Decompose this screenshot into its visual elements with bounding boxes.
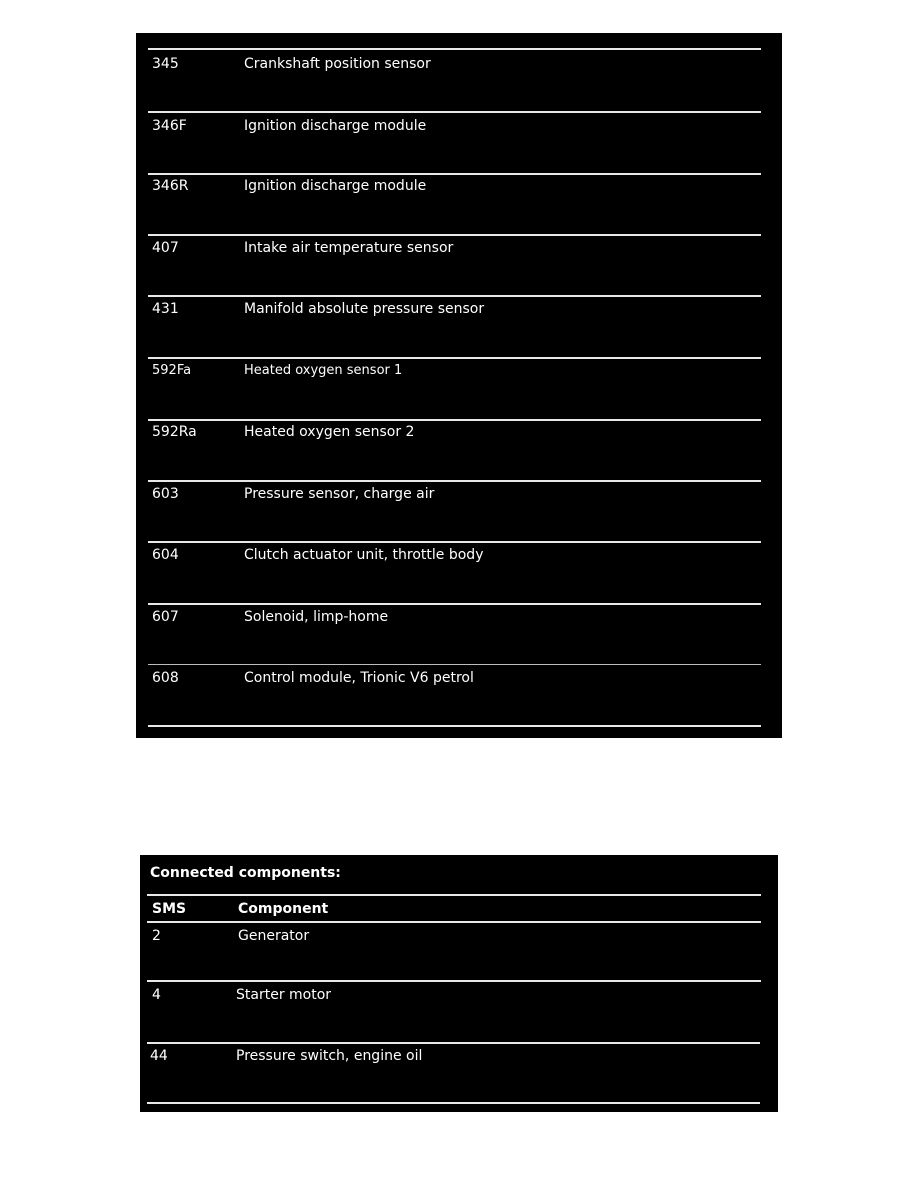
divider — [147, 921, 761, 923]
divider — [148, 419, 761, 421]
sms-cell: 407 — [152, 240, 179, 256]
component-cell: Clutch actuator unit, throttle body — [244, 547, 484, 563]
sms-cell: 592Fa — [152, 363, 192, 378]
divider — [147, 894, 761, 896]
divider — [148, 234, 761, 236]
divider — [148, 541, 761, 543]
divider — [147, 1042, 760, 1044]
sms-cell: 431 — [152, 301, 179, 317]
sms-cell: 346R — [152, 178, 189, 194]
sms-cell: 346F — [152, 118, 187, 134]
sms-cell: 608 — [152, 670, 179, 686]
sms-cell: 345 — [152, 56, 179, 72]
divider — [147, 980, 761, 982]
connected-components-table — [140, 855, 778, 1112]
component-cell: Manifold absolute pressure sensor — [244, 301, 485, 317]
component-cell: Ignition discharge module — [244, 118, 427, 134]
sms-cell: 603 — [152, 486, 179, 502]
component-cell: Ignition discharge module — [244, 178, 427, 194]
divider — [148, 664, 761, 665]
component-cell: Generator — [238, 928, 310, 944]
header-sms: SMS — [152, 901, 187, 917]
divider — [148, 173, 761, 175]
divider — [147, 1102, 760, 1104]
sms-cell: 607 — [152, 609, 179, 625]
component-cell: Intake air temperature sensor — [244, 240, 454, 256]
components-table-continued — [136, 33, 782, 738]
divider — [148, 603, 761, 605]
divider — [148, 111, 761, 113]
divider — [148, 725, 761, 727]
component-cell: Pressure sensor, charge air — [244, 486, 435, 502]
divider — [148, 295, 761, 297]
divider — [148, 480, 761, 482]
component-cell: Heated oxygen sensor 2 — [244, 424, 415, 440]
sms-cell: 604 — [152, 547, 179, 563]
component-cell: Pressure switch, engine oil — [236, 1048, 423, 1064]
component-cell: Starter motor — [236, 987, 332, 1003]
table-title: Connected components: — [150, 865, 341, 881]
header-component: Component — [238, 901, 329, 917]
sms-cell: 44 — [150, 1048, 168, 1064]
divider — [148, 48, 761, 50]
component-cell: Crankshaft position sensor — [244, 56, 431, 72]
sms-cell: 2 — [152, 928, 161, 944]
sms-cell: 592Ra — [152, 424, 197, 440]
component-cell: Heated oxygen sensor 1 — [244, 363, 403, 378]
sms-cell: 4 — [152, 987, 161, 1003]
component-cell: Control module, Trionic V6 petrol — [244, 670, 474, 686]
divider — [148, 357, 761, 359]
component-cell: Solenoid, limp-home — [244, 609, 389, 625]
